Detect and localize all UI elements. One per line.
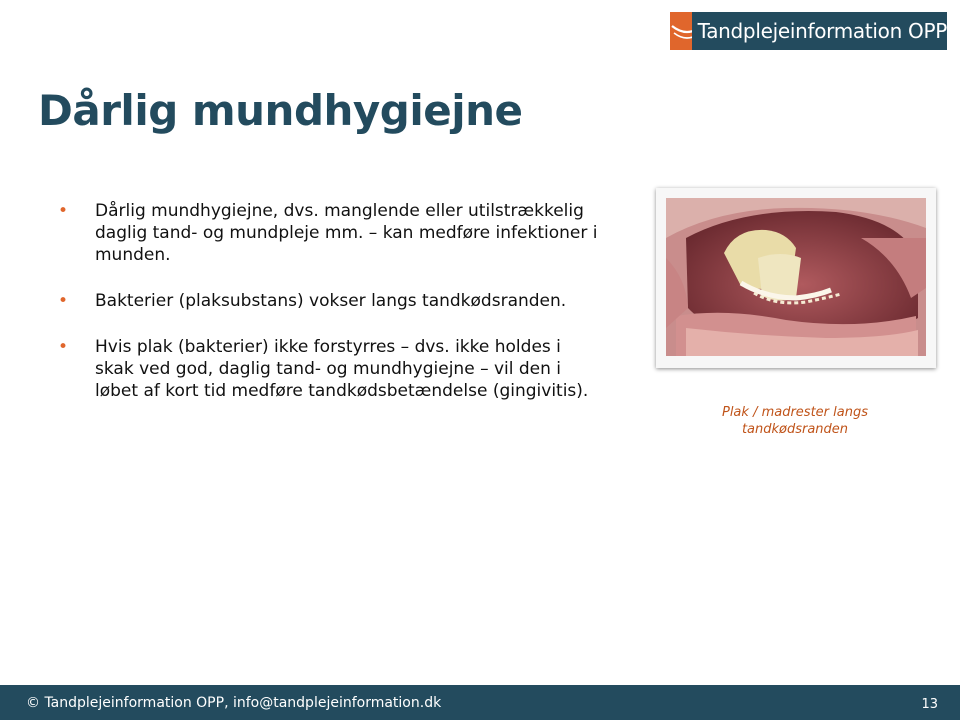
image-caption: Plak / madrester langs tandkødsranden — [721, 405, 868, 437]
bullet-item — [58, 200, 598, 266]
footer-bar — [0, 685, 960, 720]
bullet-text: Hvis plak (bakterier) ikke forstyrres – dvs. ikke holdes i skak ved god, daglig tand- og mundhygiejne – vil den i løbet af kort tid medføre tandkødsbetændelse (gingivitis). — [95, 337, 589, 401]
photo-frame — [656, 188, 936, 368]
page-number: 13 — [921, 697, 938, 712]
bullet-list — [58, 200, 598, 426]
bullet-icon: • — [58, 201, 69, 221]
bullet-item — [58, 290, 598, 312]
brand-logo — [670, 12, 947, 50]
bullet-icon: • — [58, 291, 69, 311]
bullet-icon: • — [58, 337, 69, 357]
bullet-text: Bakterier (plaksubstans) vokser langs tandkødsranden. — [95, 291, 567, 311]
bullet-item — [58, 336, 598, 402]
bullet-text: Dårlig mundhygiejne, dvs. manglende eller utilstrækkelig daglig tand- og mundpleje mm. – kan medføre infektioner i munden. — [95, 201, 598, 265]
logo-text: Tandplejeinformation OPP — [697, 19, 947, 43]
slide-title: Dårlig mundhygiejne — [38, 86, 523, 135]
footer-copyright: © Tandplejeinformation OPP, info@tandplejeinformation.dk — [26, 695, 442, 711]
dental-plaque-photo — [666, 198, 926, 356]
smile-logo-icon — [670, 12, 692, 50]
